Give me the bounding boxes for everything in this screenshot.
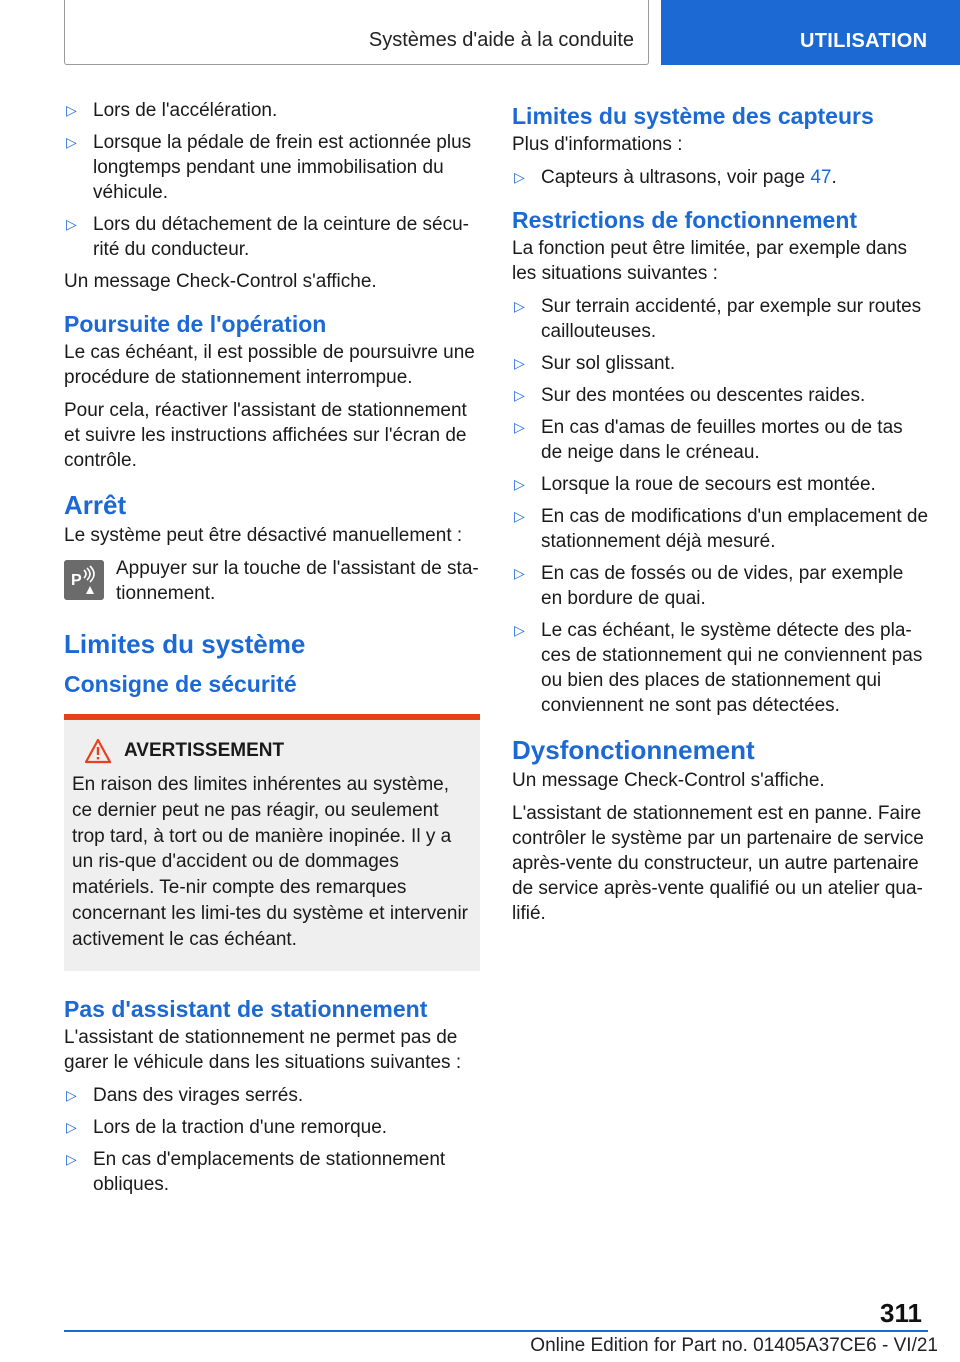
edition-text: Online Edition for Part no. 01405A37CE6 - VI/21 bbox=[530, 1335, 938, 1356]
triangle-bullet-icon: ▷ bbox=[66, 216, 77, 232]
list-item: ▷ Sur terrain accidenté, par exemple sur routes caillouteuses. bbox=[514, 296, 922, 342]
warning-title: AVERTISSEMENT bbox=[124, 740, 285, 761]
triangle-bullet-icon: ▷ bbox=[66, 1118, 77, 1135]
list-item: ▷ Sur sol glissant. bbox=[514, 353, 676, 374]
list-item: ▷ Lors du détachement de la ceinture de sécu‐rité du conducteur. bbox=[66, 214, 470, 260]
triangle-bullet-icon: ▷ bbox=[514, 355, 525, 371]
page-number: 311 bbox=[880, 1298, 922, 1328]
triangle-bullet-icon: ▷ bbox=[514, 508, 525, 524]
list-item: ▷ Capteurs à ultrasons, voir page 47. bbox=[514, 167, 837, 188]
list-item: ▷ Dans des virages serrés. bbox=[66, 1084, 304, 1106]
restrictions-heading: Restrictions de fonctionnement bbox=[512, 207, 858, 233]
sensor-limits-bullet-list bbox=[512, 165, 928, 190]
restrictions-paragraph: La fonction peut être limitée, par exemple dans les situations suivantes : bbox=[512, 238, 908, 284]
list-item: ▷ En cas d'emplacements de stationnement obliques. bbox=[66, 1148, 446, 1195]
triangle-bullet-icon: ▷ bbox=[514, 565, 525, 581]
malfunction-heading: Dysfonctionnement bbox=[512, 735, 755, 765]
triangle-bullet-icon: ▷ bbox=[66, 1086, 77, 1103]
safety-heading: Consigne de sécurité bbox=[64, 671, 297, 697]
sensor-limits-paragraph: Plus d'informations : bbox=[512, 134, 683, 155]
continue-paragraph-2: Pour cela, réactiver l'assistant de stationnement et suivre les instructions affichées sur l'écran de contrôle. bbox=[64, 400, 467, 471]
footer-divider bbox=[64, 1330, 928, 1332]
no-assist-paragraph: L'assistant de stationnement ne permet pas de garer le véhicule dans les situations suivantes : bbox=[64, 1026, 462, 1073]
triangle-bullet-icon: ▷ bbox=[66, 1150, 77, 1167]
list-item: ▷ Lors de l'accélération. bbox=[66, 100, 278, 121]
limits-heading: Limites du système bbox=[64, 629, 306, 659]
triangle-bullet-icon: ▷ bbox=[514, 298, 525, 314]
stop-heading: Arrêt bbox=[64, 490, 127, 520]
triangle-bullet-icon: ▷ bbox=[514, 169, 525, 185]
left-column bbox=[64, 98, 480, 1204]
intro-bullet-list bbox=[64, 98, 480, 262]
list-item: ▷ En cas de fossés ou de vides, par exemple en bordure de quai. bbox=[514, 563, 904, 609]
stop-paragraph: Le système peut être désactivé manuellement : bbox=[64, 525, 463, 546]
parking-button-text: Appuyer sur la touche de l'assistant de sta‐tionnement. bbox=[116, 558, 479, 604]
parking-button-instruction bbox=[64, 556, 480, 606]
list-item: ▷ En cas de modifications d'un emplacement de stationnement déjà mesuré. bbox=[514, 506, 929, 552]
no-assist-heading: Pas d'assistant de stationnement bbox=[64, 995, 428, 1022]
triangle-bullet-icon: ▷ bbox=[514, 387, 525, 403]
list-item: ▷ Lors de la traction d'une remorque. bbox=[66, 1116, 388, 1138]
triangle-bullet-icon: ▷ bbox=[66, 102, 77, 118]
triangle-bullet-icon: ▷ bbox=[514, 622, 525, 638]
svg-text:P: P bbox=[71, 572, 82, 589]
sensor-limits-heading: Limites du système des capteurs bbox=[512, 103, 874, 129]
list-item: ▷ En cas d'amas de feuilles mortes ou de tas de neige dans le créneau. bbox=[514, 417, 903, 463]
checkcontrol-text: Un message Check-Control s'affiche. bbox=[64, 271, 377, 292]
restrictions-bullet-list bbox=[512, 294, 928, 718]
warning-box bbox=[64, 714, 480, 971]
parking-assistant-button-icon bbox=[64, 560, 104, 600]
triangle-bullet-icon: ▷ bbox=[66, 134, 77, 150]
warning-text: En raison des limites inhérentes au système, ce dernier peut ne pas réagir, ou seulement trop tard, à tort ou de manière inopinée. Il y a un ris‐que d'accident ou de dommages matériels. Te‐nir compte des remarques concernant les limi‐tes du système et intervenir activement le cas échéant. bbox=[72, 774, 468, 950]
continue-paragraph-1: Le cas échéant, il est possible de poursuivre une procédure de stationnement interrompue. bbox=[64, 342, 475, 388]
section-tab-label: UTILISATION bbox=[800, 30, 928, 52]
triangle-bullet-icon: ▷ bbox=[514, 476, 525, 492]
list-item: ▷ Sur des montées ou descentes raides. bbox=[514, 385, 866, 406]
list-item: ▷ Lorsque la roue de secours est montée. bbox=[514, 474, 876, 495]
list-item: ▷ Lorsque la pédale de frein est actionnée plus longtemps pendant une immobilisation du véhicule. bbox=[66, 132, 472, 203]
warning-header bbox=[72, 738, 472, 768]
right-column bbox=[512, 98, 928, 934]
warning-triangle-icon bbox=[84, 738, 112, 764]
header-chapter-box bbox=[64, 0, 649, 65]
chapter-title: Systèmes d'aide à la conduite bbox=[368, 29, 634, 51]
continue-heading: Poursuite de l'opération bbox=[64, 311, 327, 337]
section-tab[interactable] bbox=[661, 0, 960, 65]
page-reference-link[interactable]: 47 bbox=[810, 167, 832, 188]
malfunction-paragraph-1: Un message Check-Control s'affiche. bbox=[512, 770, 825, 791]
list-item: ▷ Le cas échéant, le système détecte des pla‐ces de stationnement qui ne conviennent pas ou bien des places de stationnement qui conviennent ne sont pas détectées. bbox=[514, 620, 923, 716]
malfunction-paragraph-2: L'assistant de stationnement est en panne. Faire contrôler le système par un partenaire de service après-vente du constructeur, un autre partenaire de service après-vente qualifié ou un atelier qua‐lifié. bbox=[512, 803, 924, 924]
triangle-bullet-icon: ▷ bbox=[514, 419, 525, 435]
no-assist-bullet-list bbox=[64, 1083, 480, 1197]
